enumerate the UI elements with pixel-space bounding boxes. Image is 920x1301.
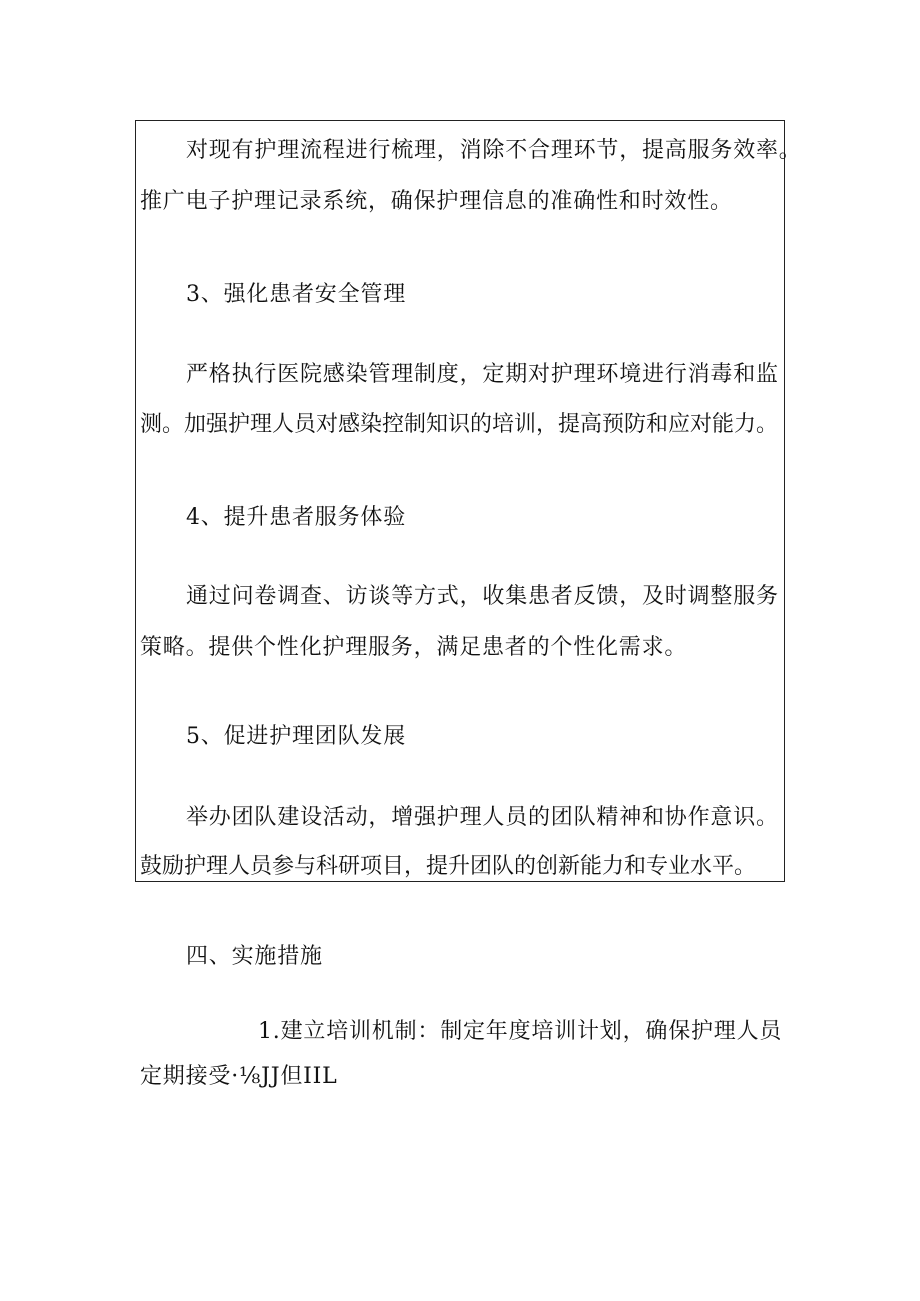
para4-line2: 鼓励护理人员参与科研项目，提升团队的创新能力和专业水平。: [140, 854, 757, 879]
heading-3: 3、强化患者安全管理: [186, 282, 406, 307]
para4-line1: 举办团队建设活动，增强护理人员的团队精神和协作意识。: [186, 805, 779, 830]
item1-line2: 定期接受·⅛JJ但IIL: [140, 1064, 338, 1089]
para3-line2: 策略。提供个性化护理服务，满足患者的个性化需求。: [140, 635, 688, 660]
heading-4: 4、提升患者服务体验: [186, 505, 406, 530]
item1-line1: 1.建立培训机制：制定年度培训计划，确保护理人员: [258, 1019, 783, 1044]
bordered-content-box: [135, 120, 785, 882]
heading-5: 5、促进护理团队发展: [186, 724, 406, 749]
section4-heading: 四、实施措施: [186, 944, 323, 969]
para2-line1: 严格执行医院感染管理制度，定期对护理环境进行消毒和监: [186, 362, 779, 387]
para3-line1: 通过问卷调查、访谈等方式，收集患者反馈，及时调整服务: [186, 584, 779, 609]
para2-line2: 测。加强护理人员对感染控制知识的培训，提高预防和应对能力。: [140, 412, 779, 437]
para1-line1: 对现有护理流程进行梳理，消除不合理环节，提高服务效率。: [186, 138, 802, 163]
para1-line2: 推广电子护理记录系统，确保护理信息的准确性和时效性。: [140, 189, 733, 214]
